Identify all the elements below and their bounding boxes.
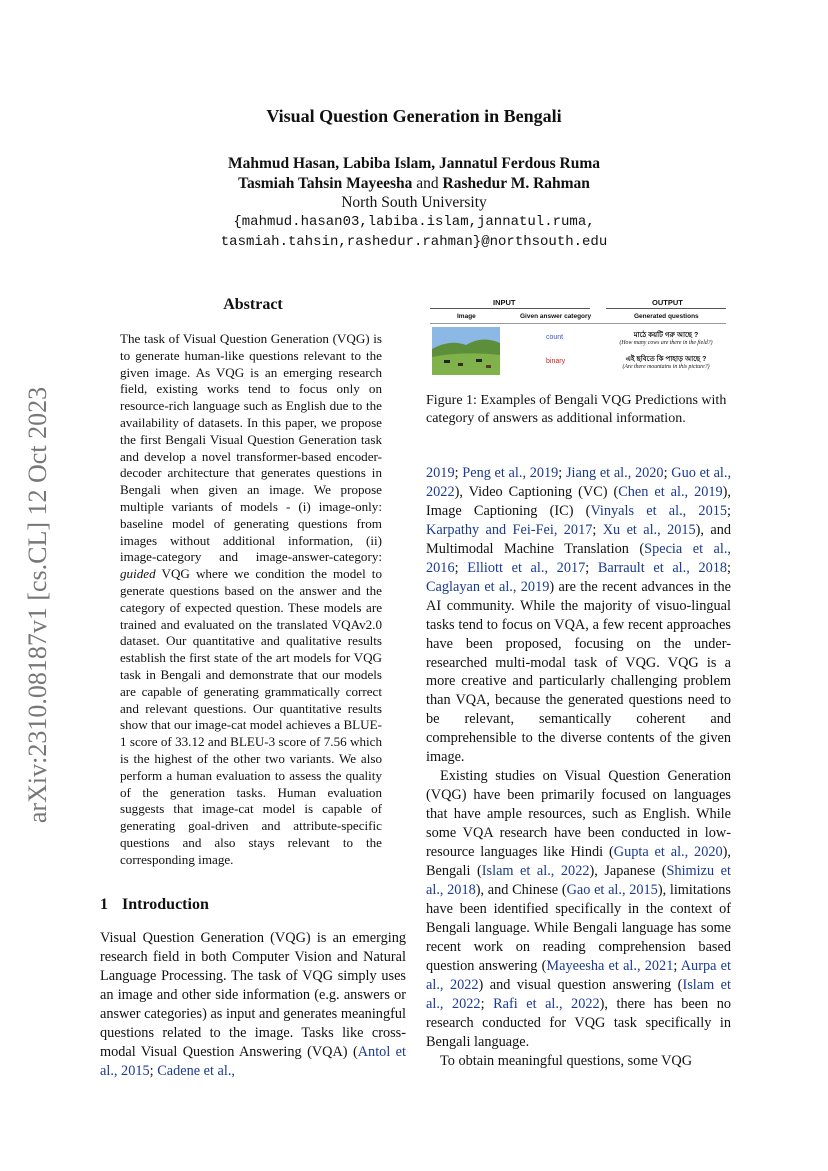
email-line-1: {mahmud.hasan03,labiba.islam,jannatul.ruma, bbox=[233, 214, 595, 230]
generated-question-1-bengali: মাঠে কয়টি গরু আছে ? bbox=[633, 332, 699, 339]
abstract-heading: Abstract bbox=[223, 296, 283, 313]
paragraph-text: ; bbox=[727, 502, 731, 519]
generated-question-2-bengali: এই ছবিতে কি পাহাড় আছে ? bbox=[625, 356, 707, 363]
generated-question-1-translation: (How many cows are there in the field?) bbox=[619, 340, 713, 346]
category-count: count bbox=[546, 334, 564, 341]
citation-link[interactable]: Vinyals et al., 2015 bbox=[590, 502, 728, 519]
figure-header-rule bbox=[430, 323, 726, 324]
paragraph-text: ), Image Captioning (IC) ( bbox=[426, 483, 732, 519]
paragraph-text: ; bbox=[727, 559, 732, 576]
figure-input-rule bbox=[430, 308, 590, 309]
citation-link[interactable]: Guo et al., 2022 bbox=[426, 465, 732, 500]
paragraph-text: ), and Chinese ( bbox=[475, 881, 567, 898]
category-binary: binary bbox=[546, 358, 566, 365]
paragraph-text: ) are the recent advances in the AI community. While the majority of visuo-lingual tasks tend to focus on VQA, a few recent approaches have been proposed, focusing on the under-researched multi-modal task of VQG. VQG is a more creative and particularly challenging problem than VQA, because the generated questions need to be relevant, semantically coherent and comprehensible to the diverse contents of the given image. bbox=[426, 578, 731, 766]
citation-link[interactable]: Shimizu et al., 2018 bbox=[426, 863, 731, 898]
paragraph-text: Existing studies on Visual Question Generation (VQG) have been primarily focused on languages that have ample resources, such as English. While some VQA research have been conducted in low-resource languages like Hindi ( bbox=[426, 768, 731, 861]
generated-question-2-translation: (Are there mountains in this picture?) bbox=[622, 364, 710, 370]
intro-paragraph-2 bbox=[426, 767, 731, 1051]
paragraph-text: ; bbox=[558, 465, 566, 481]
field-cows-image bbox=[432, 327, 500, 375]
citation-link[interactable]: Xu et al., 2015 bbox=[602, 521, 696, 538]
figure-col-category: Given answer category bbox=[520, 313, 592, 320]
figure-col-image: Image bbox=[457, 313, 476, 320]
paragraph-text: ) and visual question answering ( bbox=[478, 976, 683, 993]
affiliation: North South University bbox=[341, 194, 487, 211]
paragraph-text: ), Bengali ( bbox=[426, 844, 731, 880]
citation-link[interactable]: Peng et al., 2019 bbox=[462, 465, 559, 481]
paragraph-text: ; bbox=[663, 465, 672, 481]
citation-link[interactable]: 2019 bbox=[426, 465, 455, 481]
citation-link[interactable]: Islam et al., 2022 bbox=[426, 976, 731, 1012]
intro-paragraph-3: To obtain meaningful questions, some VQG bbox=[440, 1052, 693, 1069]
citation-link[interactable]: Cadene et al., bbox=[157, 1062, 235, 1079]
section-heading-introduction bbox=[100, 896, 209, 914]
author-rahman: Rashedur M. Rahman bbox=[442, 175, 590, 192]
citation-separator: ; bbox=[149, 1062, 158, 1079]
abstract-body bbox=[120, 331, 382, 869]
citation-link[interactable]: Gupta et al., 2020 bbox=[613, 844, 723, 861]
arxiv-identifier: arXiv:2310.08187v1 [cs.CL] 12 Oct 2023 bbox=[23, 386, 52, 824]
citation-link[interactable]: Specia et al., 2016 bbox=[426, 540, 731, 576]
right-column bbox=[426, 464, 731, 1071]
figure-output-label: OUTPUT bbox=[652, 298, 683, 307]
section-number: 1 bbox=[100, 896, 108, 913]
figure-output-rule bbox=[606, 308, 726, 309]
abstract-text-a: The task of Visual Question Generation (VQG) is to generate human-like questions relevant to the given image. As VQG is an emerging research field, existing works tend to focus only on resource-rich language such as English due to the availability of datasets. In this paper, we propose the first Bengali Visual Question Generation task and develop a novel transformer-based encoder-decoder architecture that generates questions in Bengali when given an image. We propose multiple variants of models - (i) image-only: baseline model of generating questions from images without additional information, (ii) image-category and image-answer-category: bbox=[120, 331, 382, 565]
authors-line-1: Mahmud Hasan, Labiba Islam, Jannatul Ferdous Ruma bbox=[227, 155, 601, 172]
figure-input-label: INPUT bbox=[493, 298, 516, 307]
paragraph-text: ), Japanese ( bbox=[589, 863, 667, 880]
citation-link[interactable]: Chen et al., 2019 bbox=[618, 483, 723, 500]
intro-p1-text: Visual Question Generation (VQG) is an emerging research field in both Computer Vision and Natural Language Processing. The task of VQG simply uses an image and other side information (e.g. answers or answer categories) as input and generates meaningful questions related to the image. Tasks like cross-modal Visual Question Answering (VQA) ( bbox=[100, 930, 406, 1060]
authors-and: and bbox=[412, 175, 443, 192]
arxiv-sidebar bbox=[18, 365, 58, 845]
abstract-guided: guided bbox=[120, 566, 156, 582]
citation-link[interactable]: Barrault et al., 2018 bbox=[597, 559, 728, 576]
abstract-text-b: VQG where we condition the model to generate questions based on the answer and the category of expected question. These models are trained and evaluated on the translated VQAv2.0 dataset. Our quantitative and qualitative results establish the first state of the art models for VQG task in Bengali and demonstrate that our models are capable of generating grammatically correct and relevant questions. Our quantitative results show that our image-cat model achieves a BLUE-1 score of 33.12 and BLEU-3 score of 7.56 which is the highest of the other two variants. We also perform a human evaluation to assess the quality of the generation tasks. Human evaluation suggests that image-cat model is capable of generating goal-driven and attribute-specific questions and also stays relevant to the corresponding image. bbox=[120, 566, 382, 867]
citation-link[interactable]: Elliott et al., 2017 bbox=[467, 559, 586, 576]
citation-link[interactable]: Jiang et al., 2020 bbox=[565, 465, 664, 481]
paragraph-text: ; bbox=[673, 957, 681, 974]
citation-link[interactable]: Rafi et al., 2022 bbox=[493, 995, 600, 1012]
paper-title: Visual Question Generation in Bengali bbox=[266, 106, 562, 126]
figure-1 bbox=[426, 298, 731, 380]
authors-line-2 bbox=[0, 175, 828, 193]
figure-col-generated: Generated questions bbox=[634, 313, 699, 320]
author-mayeesha: Tasmiah Tahsin Mayeesha bbox=[238, 175, 413, 192]
paragraph-text: ), Video Captioning (VC) ( bbox=[454, 483, 619, 500]
citation-link[interactable]: Mayeesha et al., 2021 bbox=[546, 957, 674, 974]
intro-paragraph-1 bbox=[100, 929, 406, 1081]
paragraph-text: ; bbox=[454, 559, 468, 576]
intro-paragraph-1-continued bbox=[426, 464, 731, 767]
paragraph-text: ; bbox=[585, 559, 598, 576]
citation-link[interactable]: Antol et al., 2015 bbox=[100, 1043, 406, 1079]
paragraph-text: ; bbox=[480, 995, 494, 1012]
citation-link[interactable]: Islam et al., 2022 bbox=[481, 863, 590, 880]
paragraph-text: ; bbox=[454, 465, 463, 481]
citation-link[interactable]: Karpathy and Fei-Fei, 2017 bbox=[426, 521, 593, 538]
paragraph-text: ), there has been no research conducted for VQG task specifically in Bengali language. bbox=[426, 995, 731, 1050]
email-line-2: tasmiah.tahsin,rashedur.rahman}@northsouth.edu bbox=[220, 234, 608, 250]
section-title: Introduction bbox=[122, 896, 209, 913]
citation-link[interactable]: Aurpa et al., 2022 bbox=[426, 957, 731, 993]
figure-1-caption: Figure 1: Examples of Bengali VQG Predictions with category of answers as additional information. bbox=[426, 393, 727, 426]
paragraph-text: ), and Multimodal Machine Translation ( bbox=[426, 521, 732, 557]
paragraph-text: ), limitations have been identified specifically in the context of Bengali language. While Bengali language has some recent work on reading comprehension based question answering ( bbox=[426, 881, 732, 974]
paragraph-text: ; bbox=[592, 521, 603, 538]
citation-link[interactable]: Caglayan et al., 2019 bbox=[426, 578, 550, 595]
citation-link[interactable]: Gao et al., 2015 bbox=[566, 881, 658, 898]
